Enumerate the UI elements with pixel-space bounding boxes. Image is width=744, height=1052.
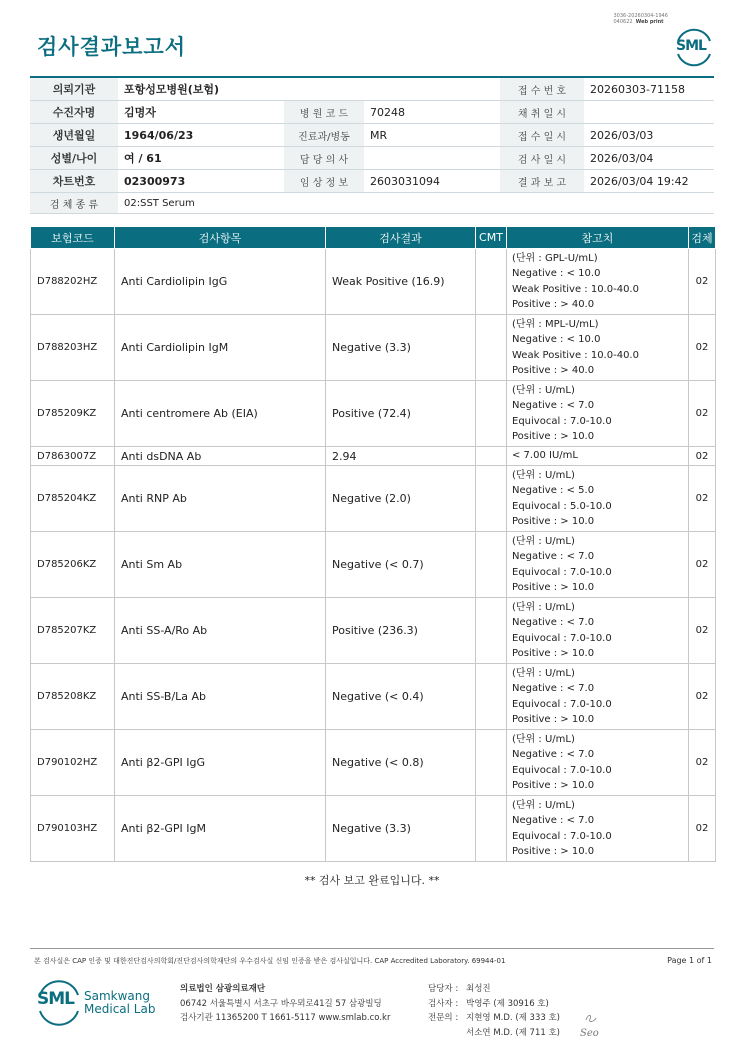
cell-ref	[507, 598, 689, 664]
stamp-line2	[613, 19, 668, 25]
cell-code: D788203HZ	[31, 315, 115, 381]
footer-divider	[30, 948, 714, 949]
sex-age-label: 성별/나이	[30, 147, 118, 170]
ref-line: Positive : > 10.0	[512, 430, 595, 442]
ref-line: Positive : > 10.0	[512, 779, 595, 791]
ref-line: Equivocal : 5.0-10.0	[512, 500, 612, 512]
expert-1: 지현영 M.D. (제 333 호)	[466, 1013, 561, 1023]
samkwang-logo	[37, 980, 157, 1026]
cell-cmt	[476, 796, 507, 862]
ref-line: Negative : < 7.0	[512, 400, 595, 412]
lab-info	[180, 982, 390, 1026]
ref-line: Negative : < 5.0	[512, 485, 595, 497]
cell-item: Anti Sm Ab	[115, 532, 326, 598]
receipt-no-label: 접 수 번 호	[500, 77, 584, 101]
ref-line: (단위 : U/mL)	[512, 535, 575, 547]
cell-specimen: 02	[689, 466, 716, 532]
cell-ref	[507, 532, 689, 598]
cell-ref	[507, 249, 689, 315]
sex-age: 여 / 61	[118, 147, 284, 170]
test-date-label: 검 사 일 시	[500, 147, 584, 170]
specimen-label: 검 체 종 류	[30, 193, 118, 214]
specimen-type: 02:SST Serum	[118, 193, 714, 214]
ref-line: Positive : > 10.0	[512, 713, 595, 725]
ref-line: (단위 : U/mL)	[512, 733, 575, 745]
cell-result: Negative (< 0.8)	[326, 730, 476, 796]
ref-line: (단위 : U/mL)	[512, 667, 575, 679]
cell-cmt	[476, 315, 507, 381]
ref-line: Equivocal : 7.0-10.0	[512, 830, 612, 842]
cell-result: Negative (3.3)	[326, 796, 476, 862]
dept: MR	[364, 124, 500, 147]
header-result: 검사결과	[326, 227, 476, 249]
results-body	[31, 249, 716, 862]
cell-cmt	[476, 249, 507, 315]
cell-ref	[507, 381, 689, 447]
hospital-code: 70248	[364, 101, 500, 124]
table-row	[31, 532, 716, 598]
report-date-label: 결 과 보 고	[500, 170, 584, 193]
cell-specimen: 02	[689, 730, 716, 796]
request-org-label: 의뢰기관	[30, 77, 118, 101]
report-date: 2026/03/04 19:42	[584, 170, 714, 193]
cell-ref	[507, 466, 689, 532]
ref-line: Positive : > 10.0	[512, 845, 595, 857]
ref-line: Positive : > 40.0	[512, 298, 595, 310]
chart-no-label: 차트번호	[30, 170, 118, 193]
staff-info	[428, 982, 560, 1040]
cell-cmt	[476, 532, 507, 598]
expert-label: 전문의 :	[428, 1013, 459, 1023]
logo-name-line2: Medical Lab	[84, 1002, 156, 1016]
cell-specimen: 02	[689, 598, 716, 664]
ref-line: (단위 : U/mL)	[512, 799, 575, 811]
collect-date	[584, 101, 714, 124]
ref-line: Negative : < 10.0	[512, 334, 601, 346]
cell-item: Anti SS-B/La Ab	[115, 664, 326, 730]
cell-item: Anti dsDNA Ab	[115, 447, 326, 466]
patient-info-table	[30, 76, 714, 214]
footer-logo-sml: SML	[37, 989, 74, 1009]
table-row	[31, 315, 716, 381]
table-row	[31, 664, 716, 730]
lab-org: 의료법인 삼광의료재단	[180, 984, 266, 994]
test-date: 2026/03/04	[584, 147, 714, 170]
cell-code: D785209KZ	[31, 381, 115, 447]
cell-specimen: 02	[689, 532, 716, 598]
cell-result: 2.94	[326, 447, 476, 466]
cell-cmt	[476, 466, 507, 532]
certification-text: 본 검사실은 CAP 인증 및 대한진단검사의학회/진단검사의학재단의 우수검사실 신임 인증을 받은 검사실입니다. CAP Accredited Laboratory. 69944-01	[34, 957, 506, 965]
page-number: Page 1 of 1	[667, 956, 712, 965]
page-title: 검사결과보고서	[37, 35, 187, 59]
cell-code: D785208KZ	[31, 664, 115, 730]
tester: 박영주 (제 30916 호)	[466, 998, 549, 1009]
table-row	[31, 447, 716, 466]
birth-date: 1964/06/23	[118, 124, 284, 147]
cell-ref	[507, 447, 689, 466]
ref-line: Positive : > 10.0	[512, 647, 595, 659]
ref-line: Positive : > 10.0	[512, 515, 595, 527]
patient-label: 수진자명	[30, 101, 118, 124]
logo-text: SML	[676, 38, 706, 54]
lab-address: 06742 서울특별시 서초구 바우뫼로41길 57 삼광빌딩	[180, 998, 382, 1009]
ref-line: Negative : < 10.0	[512, 268, 601, 280]
patient-name: 김명자	[118, 101, 284, 124]
cell-specimen: 02	[689, 249, 716, 315]
table-row	[31, 381, 716, 447]
ref-line: (단위 : U/mL)	[512, 469, 575, 481]
cell-item: Anti Cardiolipin IgG	[115, 249, 326, 315]
ref-line: (단위 : U/mL)	[512, 601, 575, 613]
cell-ref	[507, 730, 689, 796]
expert-2: 서소연 M.D. (제 711 호)	[466, 1027, 561, 1038]
cell-item: Anti centromere Ab (EIA)	[115, 381, 326, 447]
sml-logo-icon	[674, 27, 714, 67]
table-row	[31, 796, 716, 862]
stamp-web-print: Web print	[635, 19, 664, 25]
stamp-line1: 3036-20260304-1946	[613, 13, 668, 19]
cell-item: Anti Cardiolipin IgM	[115, 315, 326, 381]
request-org: 포항성모병원(보험)	[118, 77, 500, 101]
ref-line: Weak Positive : 10.0-40.0	[512, 349, 639, 361]
print-stamp	[613, 13, 668, 25]
ref-line: Positive : > 10.0	[512, 581, 595, 593]
chart-no: 02300973	[118, 170, 284, 193]
cell-ref	[507, 664, 689, 730]
birth-label: 생년월일	[30, 124, 118, 147]
cell-item: Anti SS-A/Ro Ab	[115, 598, 326, 664]
manager: 최성진	[466, 984, 491, 994]
cell-item: Anti β2-GPI IgM	[115, 796, 326, 862]
cell-specimen: 02	[689, 315, 716, 381]
ref-line: Positive : > 40.0	[512, 364, 595, 376]
header-item: 검사항목	[115, 227, 326, 249]
cell-cmt	[476, 664, 507, 730]
cell-item: Anti RNP Ab	[115, 466, 326, 532]
cell-result: Positive (72.4)	[326, 381, 476, 447]
manager-label: 담당자 :	[428, 984, 459, 994]
cell-cmt	[476, 730, 507, 796]
receipt-date-label: 접 수 일 시	[500, 124, 584, 147]
stamp-code: 040622	[613, 19, 633, 25]
header-specimen: 검체	[689, 227, 716, 249]
signature-text: Seo	[580, 1028, 599, 1039]
ref-line: Equivocal : 7.0-10.0	[512, 698, 612, 710]
ref-line: Negative : < 7.0	[512, 683, 595, 695]
cell-code: D788202HZ	[31, 249, 115, 315]
table-row	[31, 466, 716, 532]
cell-ref	[507, 796, 689, 862]
ref-line: Equivocal : 7.0-10.0	[512, 632, 612, 644]
cell-code: D7863007Z	[31, 447, 115, 466]
ref-line: (단위 : GPL-U/mL)	[512, 252, 598, 264]
cell-result: Negative (< 0.4)	[326, 664, 476, 730]
cell-specimen: 02	[689, 664, 716, 730]
ref-line: (단위 : U/mL)	[512, 384, 575, 396]
cell-result: Negative (3.3)	[326, 315, 476, 381]
header-ref: 참고치	[507, 227, 689, 249]
cell-result: Negative (< 0.7)	[326, 532, 476, 598]
dept-label: 진료과/병동	[284, 124, 364, 147]
cell-item: Anti β2-GPI IgG	[115, 730, 326, 796]
cell-cmt	[476, 381, 507, 447]
cell-result: Weak Positive (16.9)	[326, 249, 476, 315]
footer-logo-name	[84, 990, 155, 1016]
cell-code: D785204KZ	[31, 466, 115, 532]
cell-result: Positive (236.3)	[326, 598, 476, 664]
ref-line: Negative : < 7.0	[512, 617, 595, 629]
hospital-code-label: 병 원 코 드	[284, 101, 364, 124]
signature-icon	[578, 1010, 618, 1040]
cell-code: D785207KZ	[31, 598, 115, 664]
report-complete-text: ** 검사 보고 완료입니다. **	[304, 874, 440, 887]
cell-result: Negative (2.0)	[326, 466, 476, 532]
header-cmt: CMT	[476, 227, 507, 249]
doctor-label: 담 당 의 사	[284, 147, 364, 170]
tester-label: 검사자 :	[428, 998, 459, 1009]
table-row	[31, 598, 716, 664]
ref-line: (단위 : MPL-U/mL)	[512, 318, 599, 330]
cell-code: D790102HZ	[31, 730, 115, 796]
cell-specimen: 02	[689, 447, 716, 466]
doctor	[364, 147, 500, 170]
cell-specimen: 02	[689, 796, 716, 862]
lab-contact: 검사기관 11365200 T 1661-5117 www.smlab.co.kr	[180, 1013, 391, 1023]
receipt-date: 2026/03/03	[584, 124, 714, 147]
ref-line: Equivocal : 7.0-10.0	[512, 764, 612, 776]
ref-line: Equivocal : 7.0-10.0	[512, 415, 612, 427]
header-code: 보험코드	[31, 227, 115, 249]
ref-line: Negative : < 7.0	[512, 551, 595, 563]
ref-line: Negative : < 7.0	[512, 815, 595, 827]
ref-line: Weak Positive : 10.0-40.0	[512, 283, 639, 295]
table-row	[31, 249, 716, 315]
table-row	[31, 730, 716, 796]
cell-ref	[507, 315, 689, 381]
cell-cmt	[476, 598, 507, 664]
cell-code: D790103HZ	[31, 796, 115, 862]
ref-line: Equivocal : 7.0-10.0	[512, 566, 612, 578]
receipt-no: 20260303-71158	[584, 77, 714, 101]
logo-name-line1: Samkwang	[84, 989, 150, 1003]
ref-line: Negative : < 7.0	[512, 749, 595, 761]
ref-line: < 7.00 IU/mL	[512, 450, 578, 462]
collect-date-label: 채 취 일 시	[500, 101, 584, 124]
cell-code: D785206KZ	[31, 532, 115, 598]
results-table	[30, 226, 716, 862]
cell-cmt	[476, 447, 507, 466]
cell-specimen: 02	[689, 381, 716, 447]
clinical-label: 임 상 정 보	[284, 170, 364, 193]
clinical-info: 2603031094	[364, 170, 500, 193]
